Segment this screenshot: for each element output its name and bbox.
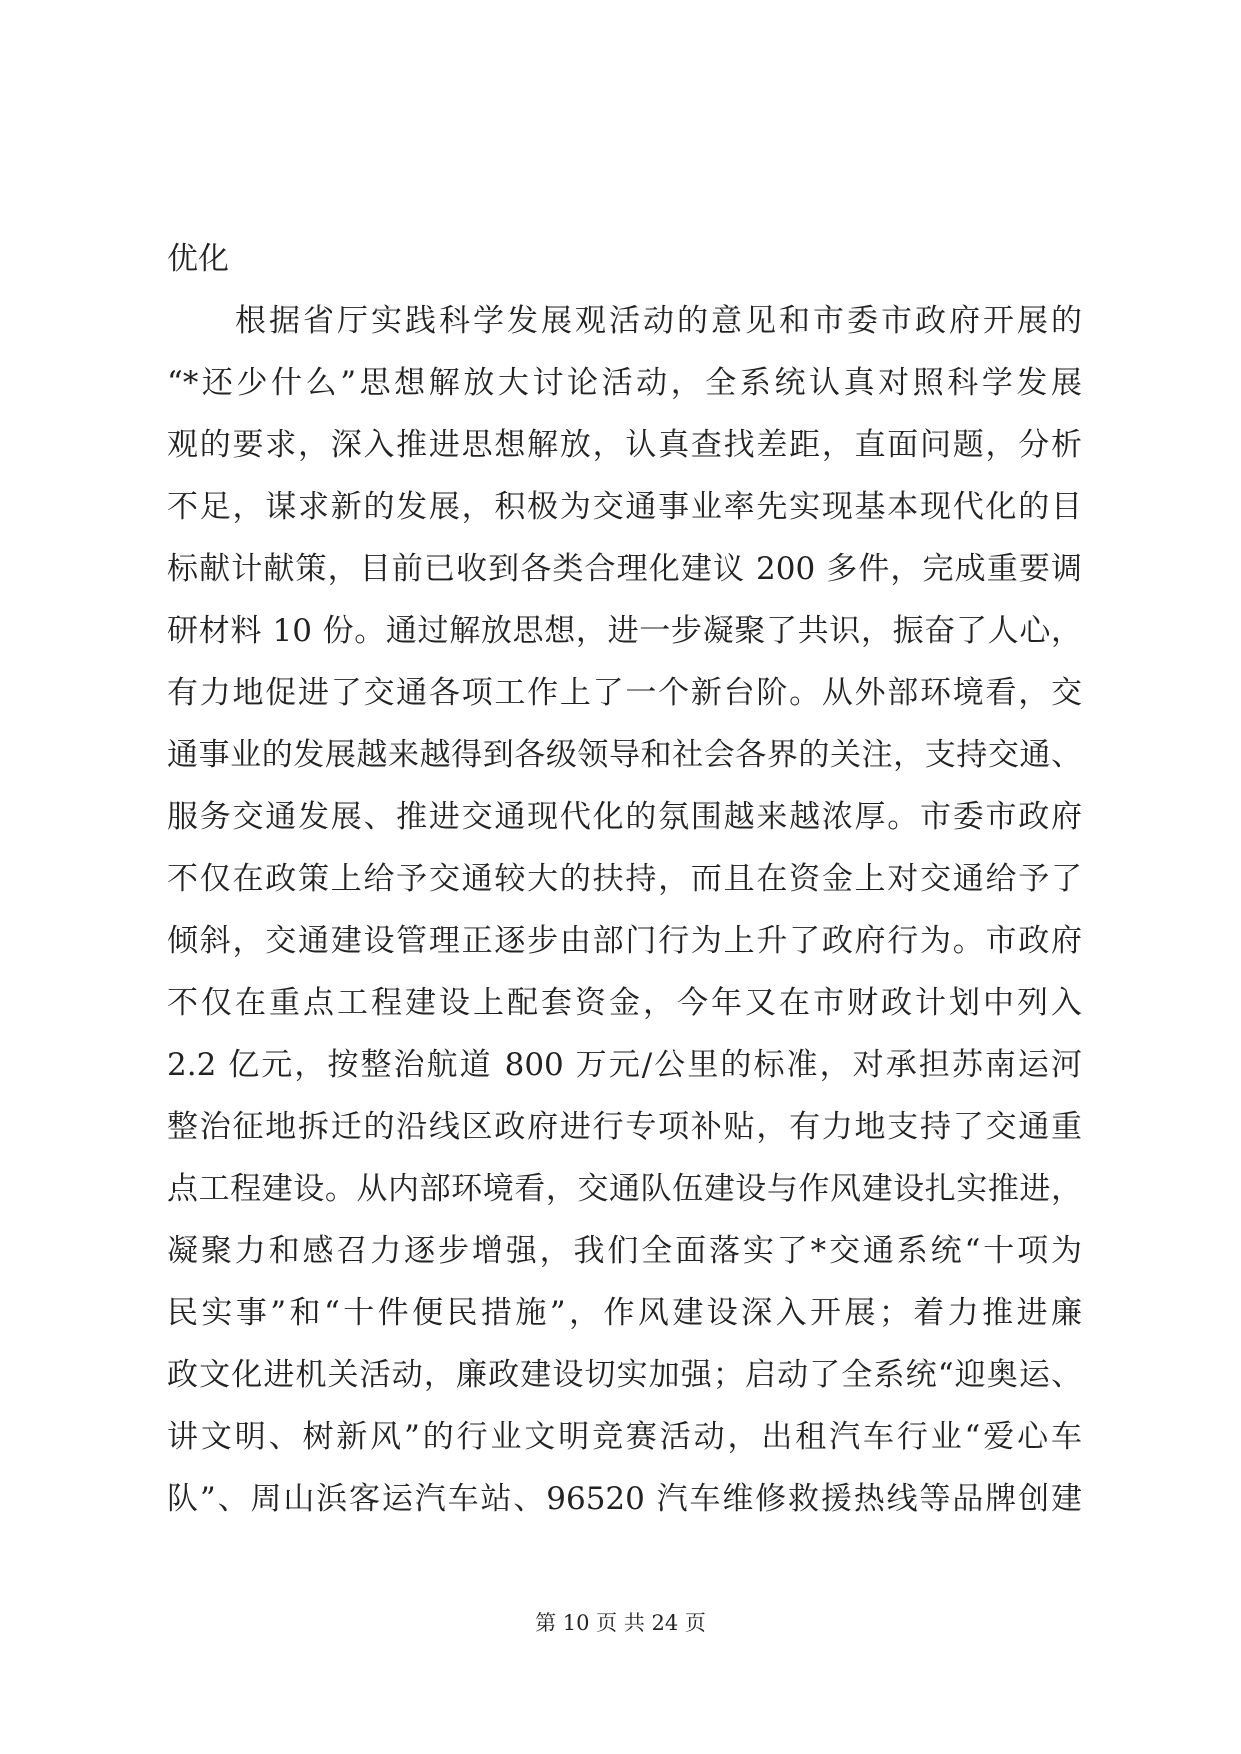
paragraph-line: 2.2 亿元，按整治航道 800 万元/公里的标准，对承担苏南运河 <box>167 1047 1082 1083</box>
paragraph-line: 观的要求，深入推进思想解放，认真查找差距，直面问题，分析 <box>167 427 1082 463</box>
heading-fragment: 优化 <box>167 241 229 277</box>
paragraph-line: 有力地促进了交通各项工作上了一个新台阶。从外部环境看，交 <box>167 675 1082 711</box>
paragraph-line: 通事业的发展越来越得到各级领导和社会各界的关注，支持交通、 <box>167 737 1082 773</box>
paragraph-line: 民实事”和“十件便民措施”，作风建设深入开展；着力推进廉 <box>167 1295 1082 1331</box>
paragraph-line: 研材料 10 份。通过解放思想，进一步凝聚了共识，振奋了人心， <box>167 613 1082 649</box>
paragraph-line: 队”、周山浜客运汽车站、96520 汽车维修救援热线等品牌创建 <box>167 1481 1082 1517</box>
paragraph-line: 讲文明、树新风”的行业文明竞赛活动，出租汽车行业“爱心车 <box>167 1419 1082 1455</box>
document-body <box>167 228 1082 1530</box>
paragraph-line: 不仅在重点工程建设上配套资金，今年又在市财政计划中列入 <box>167 985 1082 1021</box>
page-number-label: 第 10 页 共 24 页 <box>535 1611 706 1635</box>
paragraph-line: 点工程建设。从内部环境看，交通队伍建设与作风建设扎实推进， <box>167 1171 1082 1207</box>
paragraph-line: 标献计献策，目前已收到各类合理化建议 200 多件，完成重要调 <box>167 551 1082 587</box>
page-footer <box>0 1608 1241 1638</box>
paragraph-line: “*还少什么”思想解放大讨论活动，全系统认真对照科学发展 <box>167 365 1082 401</box>
paragraph-line: 不仅在政策上给予交通较大的扶持，而且在资金上对交通给予了 <box>167 861 1082 897</box>
paragraph-line: 不足，谋求新的发展，积极为交通事业率先实现基本现代化的目 <box>167 489 1082 525</box>
paragraph-line: 政文化进机关活动，廉政建设切实加强；启动了全系统“迎奥运、 <box>167 1357 1082 1393</box>
paragraph-line: 整治征地拆迁的沿线区政府进行专项补贴，有力地支持了交通重 <box>167 1109 1082 1145</box>
paragraph <box>167 290 1082 1530</box>
paragraph-line: 凝聚力和感召力逐步增强，我们全面落实了*交通系统“十项为 <box>167 1233 1082 1269</box>
paragraph-line: 倾斜，交通建设管理正逐步由部门行为上升了政府行为。市政府 <box>167 923 1082 959</box>
paragraph-line: 根据省厅实践科学发展观活动的意见和市委市政府开展的 <box>167 303 1082 339</box>
paragraph-line: 服务交通发展、推进交通现代化的氛围越来越浓厚。市委市政府 <box>167 799 1082 835</box>
